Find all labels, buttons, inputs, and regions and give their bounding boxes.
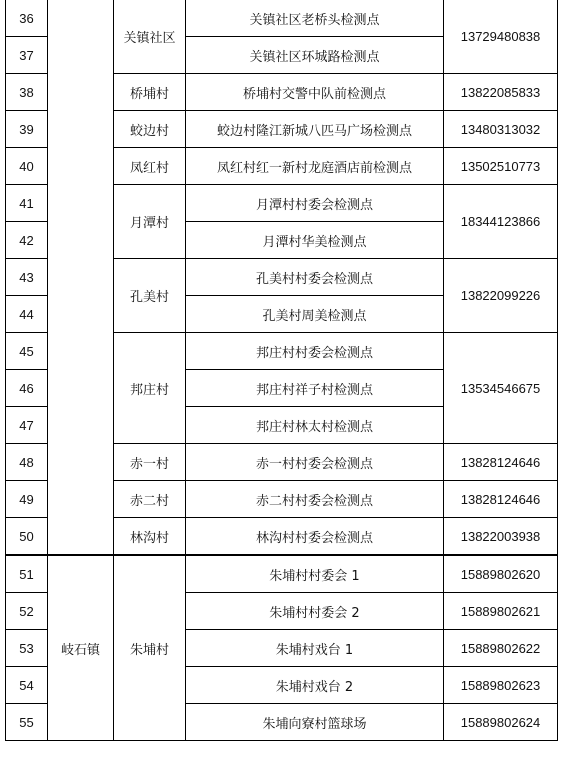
village-cell: 孔美村	[114, 259, 186, 333]
village-cell: 凤红村	[114, 148, 186, 185]
table-wrapper	[5, 0, 558, 741]
village-cell: 邦庄村	[114, 333, 186, 444]
site-cell: 孔美村村委会检测点	[186, 259, 444, 296]
site-cell: 朱埔向寮村篮球场	[186, 704, 444, 741]
table-row	[6, 555, 558, 593]
village-cell: 桥埔村	[114, 74, 186, 111]
phone-cell: 13534546675	[444, 333, 558, 444]
phone-cell: 15889802624	[444, 704, 558, 741]
village-cell: 蛟边村	[114, 111, 186, 148]
phone-cell: 15889802622	[444, 630, 558, 667]
site-cell: 朱埔村戏台 1	[186, 630, 444, 667]
testing-sites-table	[5, 0, 558, 741]
row-number: 36	[6, 0, 48, 37]
village-cell: 朱埔村	[114, 555, 186, 741]
site-cell: 月潭村华美检测点	[186, 222, 444, 259]
phone-cell: 18344123866	[444, 185, 558, 259]
site-cell: 关镇社区环城路检测点	[186, 37, 444, 74]
phone-cell: 13822003938	[444, 518, 558, 556]
row-number: 46	[6, 370, 48, 407]
row-number: 55	[6, 704, 48, 741]
row-number: 40	[6, 148, 48, 185]
phone-cell: 13828124646	[444, 444, 558, 481]
site-cell: 桥埔村交警中队前检测点	[186, 74, 444, 111]
site-cell: 月潭村村委会检测点	[186, 185, 444, 222]
phone-cell: 15889802621	[444, 593, 558, 630]
row-number: 47	[6, 407, 48, 444]
phone-cell: 13822099226	[444, 259, 558, 333]
row-number: 51	[6, 555, 48, 593]
row-number: 44	[6, 296, 48, 333]
phone-cell: 13502510773	[444, 148, 558, 185]
site-cell: 关镇社区老桥头检测点	[186, 0, 444, 37]
site-cell: 朱埔村村委会 2	[186, 593, 444, 630]
site-cell: 邦庄村村委会检测点	[186, 333, 444, 370]
village-cell: 赤二村	[114, 481, 186, 518]
row-number: 49	[6, 481, 48, 518]
village-cell: 赤一村	[114, 444, 186, 481]
row-number: 52	[6, 593, 48, 630]
row-number: 38	[6, 74, 48, 111]
site-cell: 蛟边村隆江新城八匹马广场检测点	[186, 111, 444, 148]
row-number: 53	[6, 630, 48, 667]
site-cell: 赤一村村委会检测点	[186, 444, 444, 481]
site-cell: 朱埔村戏台 2	[186, 667, 444, 704]
site-cell: 邦庄村祥子村检测点	[186, 370, 444, 407]
site-cell: 孔美村周美检测点	[186, 296, 444, 333]
site-cell: 邦庄村林太村检测点	[186, 407, 444, 444]
phone-cell: 13822085833	[444, 74, 558, 111]
phone-cell: 13729480838	[444, 0, 558, 74]
row-number: 43	[6, 259, 48, 296]
row-number: 42	[6, 222, 48, 259]
town-cell-previous	[48, 0, 114, 555]
row-number: 54	[6, 667, 48, 704]
row-number: 39	[6, 111, 48, 148]
phone-cell: 13480313032	[444, 111, 558, 148]
site-cell: 凤红村红一新村龙庭酒店前检测点	[186, 148, 444, 185]
village-cell: 关镇社区	[114, 0, 186, 74]
site-cell: 赤二村村委会检测点	[186, 481, 444, 518]
town-cell: 岐石镇	[48, 555, 114, 741]
row-number: 41	[6, 185, 48, 222]
phone-cell: 15889802623	[444, 667, 558, 704]
village-cell: 月潭村	[114, 185, 186, 259]
row-number: 50	[6, 518, 48, 556]
village-cell: 林沟村	[114, 518, 186, 556]
row-number: 45	[6, 333, 48, 370]
site-cell: 林沟村村委会检测点	[186, 518, 444, 556]
phone-cell: 15889802620	[444, 555, 558, 593]
row-number: 37	[6, 37, 48, 74]
table-row	[6, 0, 558, 37]
row-number: 48	[6, 444, 48, 481]
site-cell: 朱埔村村委会 1	[186, 555, 444, 593]
phone-cell: 13828124646	[444, 481, 558, 518]
